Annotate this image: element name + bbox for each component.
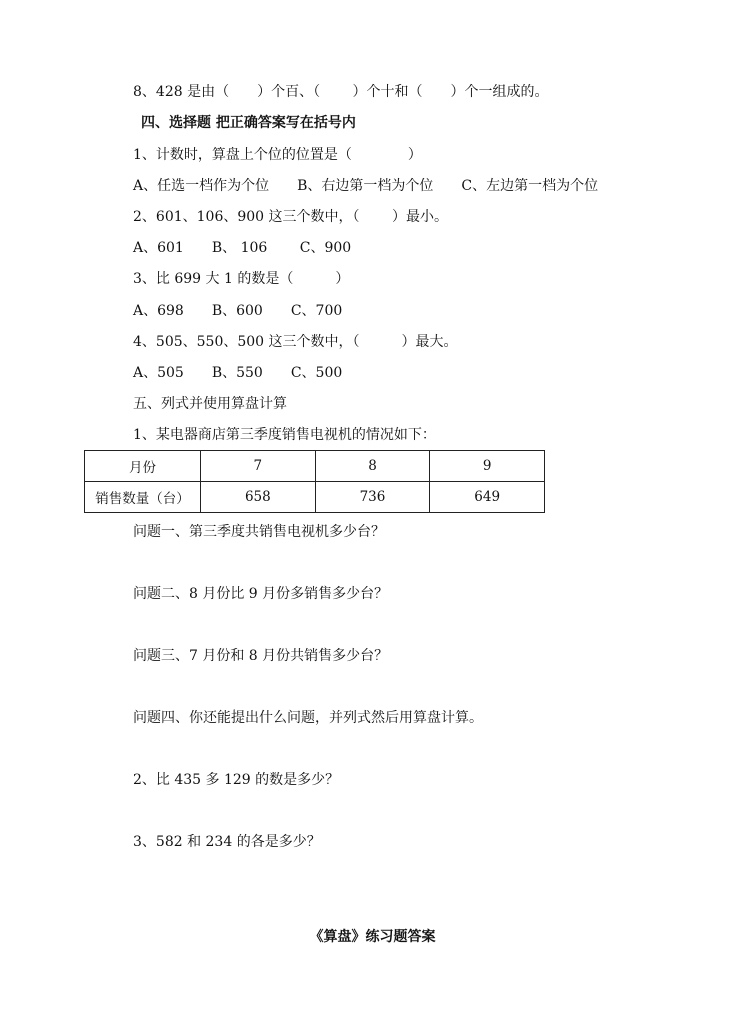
choice-question-1: 1、计数时，算盘上个位的位置是（ ） <box>133 147 422 163</box>
choice-question-4: 4、505、550、500 这三个数中，（ ）最大。 <box>133 334 458 350</box>
sales-table <box>84 450 545 513</box>
choice-question-2: 2、601、106、900 这三个数中，（ ）最小。 <box>133 209 448 225</box>
choice-options-2: A、601 B、 106 C、900 <box>133 240 352 256</box>
choice-options-3: A、698 B、600 C、700 <box>133 303 343 319</box>
choice-options-4: A、505 B、550 C、500 <box>133 365 343 381</box>
choice-options-1: A、任选一档作为个位 B、右边第一档为个位 C、左边第一档为个位 <box>133 178 599 194</box>
table-cell: 7 <box>201 451 316 482</box>
section-4-heading: 四、选择题 把正确答案写在括号内 <box>141 115 356 131</box>
question-3: 3、582 和 234 的各是多少？ <box>133 834 321 850</box>
table-cell: 658 <box>201 482 316 513</box>
table-cell: 649 <box>430 482 545 513</box>
table-cell: 736 <box>315 482 430 513</box>
choice-question-3: 3、比 699 大 1 的数是（ ） <box>133 271 350 287</box>
table-cell-sales-header: 销售数量（台） <box>85 482 201 513</box>
section-5-heading: 五、列式并使用算盘计算 <box>133 396 287 412</box>
problem-4: 问题四、你还能提出什么问题，并列式然后用算盘计算。 <box>133 710 483 726</box>
problem-3: 问题三、7 月份和 8 月份共销售多少台？ <box>133 648 389 664</box>
table-cell: 8 <box>315 451 430 482</box>
table-cell: 9 <box>430 451 545 482</box>
problem-2: 问题二、8 月份比 9 月份多销售多少台？ <box>133 586 389 602</box>
table-row-sales <box>85 482 545 513</box>
table-row-months <box>85 451 545 482</box>
question-2: 2、比 435 多 129 的数是多少？ <box>133 772 340 788</box>
answers-title: 《算盘》练习题答案 <box>309 929 436 945</box>
table-cell-month-header: 月份 <box>85 451 201 482</box>
problem-1: 问题一、第三季度共销售电视机多少台？ <box>133 524 385 540</box>
table-intro: 1、某电器商店第三季度销售电视机的情况如下： <box>133 427 436 443</box>
question-8: 8、428 是由（ ）个百、（ ）个十和（ ）个一组成的。 <box>133 84 549 100</box>
